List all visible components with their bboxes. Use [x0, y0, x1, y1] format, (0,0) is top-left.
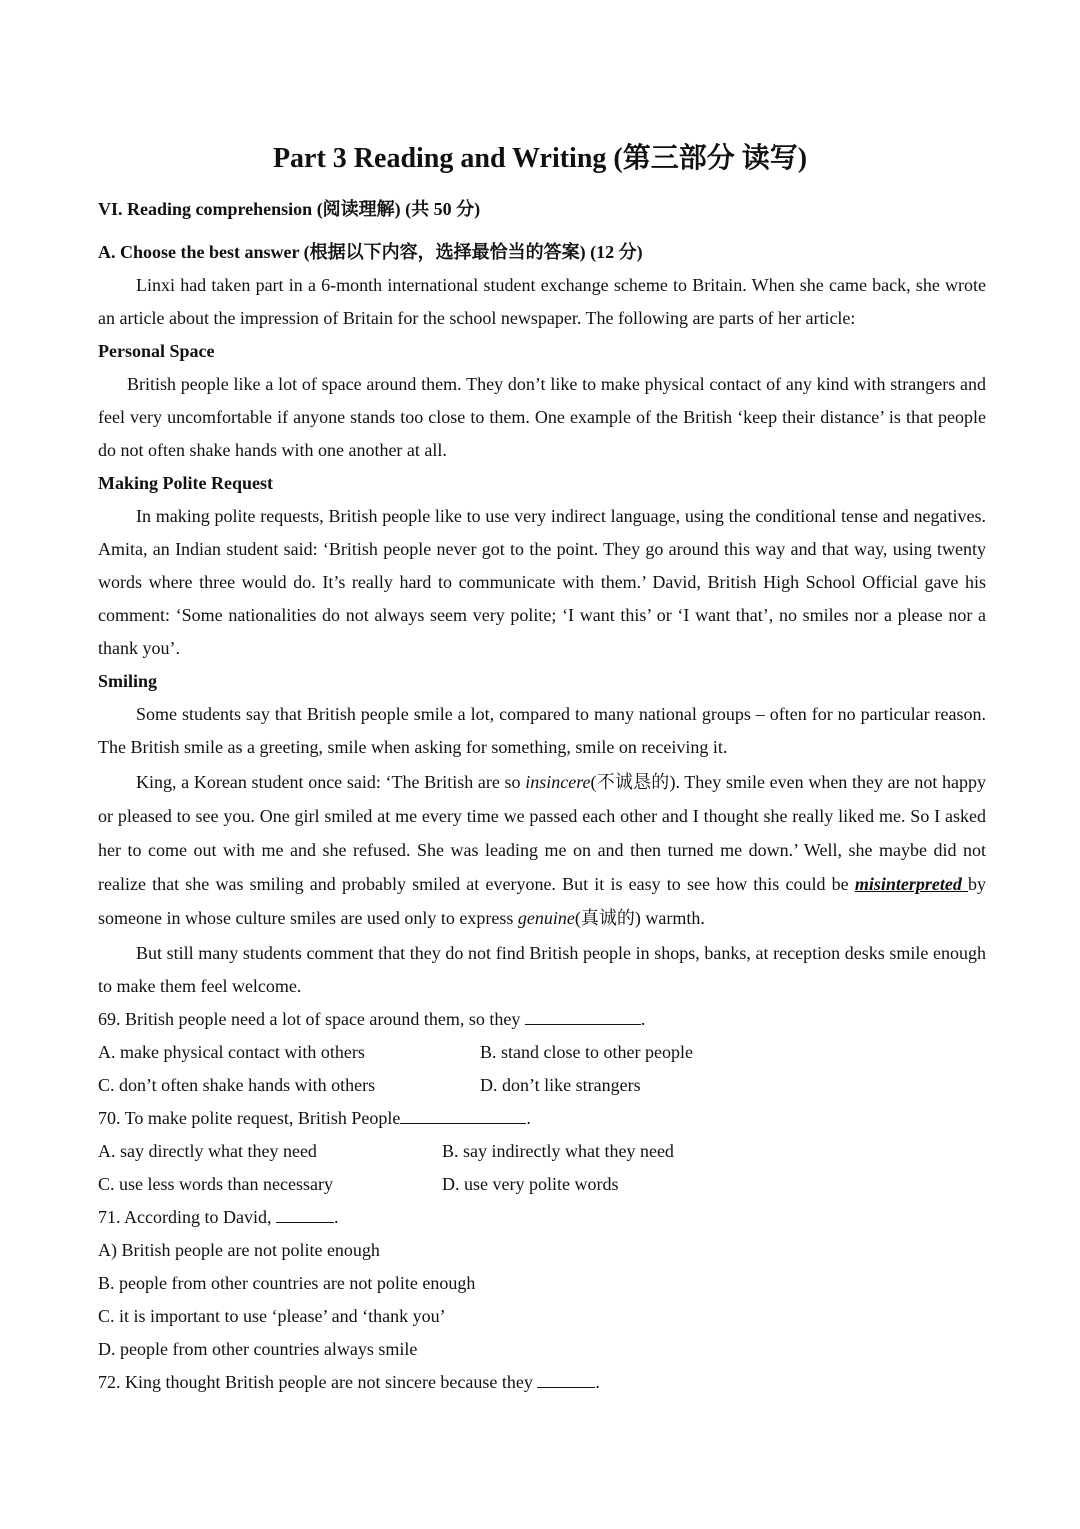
q71-stem: 71. According to David, [98, 1207, 272, 1227]
paragraph-polite-request: In making polite requests, British people like to use very indirect language, using the conditional tense and negatives. Amita, an Indian student said: ‘British people never got to the point. They go around this way and that way, using twenty words where three would do. It’s really hard to communicate with them.’ David, British High School Official gave his comment: ‘Some nationalities do not always seem very polite; ‘I want this’ or ‘I want that’, no smiles nor a please nor a thank you’. [98, 506, 986, 658]
q71-option-a: A) British people are not polite enough [98, 1240, 380, 1260]
question-69 [98, 1003, 986, 1036]
q72-end: . [595, 1372, 600, 1392]
q72-answer-blank [537, 1367, 595, 1388]
q69-option-a: A. make physical contact with others [98, 1042, 365, 1062]
paragraph-smiling-2 [98, 765, 986, 935]
smile2-text-d: (真诚的) warmth. [574, 908, 705, 928]
q70-option-d: D. use very polite words [442, 1174, 619, 1194]
q70-answer-blank [400, 1103, 526, 1124]
q69-end: . [640, 1009, 646, 1029]
word-misinterpreted: misinterpreted [854, 874, 969, 894]
q70-option-b: B. say indirectly what they need [442, 1141, 674, 1161]
page-title: Part 3 Reading and Writing (第三部分 读写) [272, 143, 808, 174]
smile2-text-b: (不诚恳的). They smile even when they are not happy or pleased to see you. One girl smiled at me every time we passed each other and I thought she really liked me. So I asked her to come out with me and she refused. She was leading me on and then turned me down.’ Well, she maybe did not realize that she was smiling and probably smiled at everyone. But it is easy to see how this could be [98, 772, 986, 894]
q69-option-b: B. stand close to other people [480, 1042, 693, 1062]
question-71 [98, 1201, 986, 1234]
q71-option-b: B. people from other countries are not polite enough [98, 1273, 476, 1293]
paragraph-smiling-1: Some students say that British people smile a lot, compared to many national groups – often for no particular reason. The British smile as a greeting, smile when asking for something, smile on receiving it. [98, 704, 986, 757]
q71-option-c: C. it is important to use ‘please’ and ‘thank you’ [98, 1306, 446, 1326]
q69-stem: 69. British people need a lot of space around them, so they [98, 1009, 521, 1029]
paragraph-personal-space: British people like a lot of space around them. They don’t like to make physical contact of any kind with strangers and feel very uncomfortable if anyone stands too close to them. One example of the British ‘keep their distance’ is that people do not often shake hands with one another at all. [98, 374, 986, 460]
q71-end: . [333, 1207, 339, 1227]
q70-end: . [526, 1108, 531, 1128]
q70-stem: 70. To make polite request, British People [98, 1108, 401, 1128]
paragraph-smiling-3: But still many students comment that they do not find British people in shops, banks, at reception desks smile enough to make them feel welcome. [98, 943, 986, 996]
q69-option-d: D. don’t like strangers [480, 1075, 641, 1095]
word-genuine: genuine [517, 908, 575, 928]
q71-answer-blank [276, 1202, 334, 1223]
section-heading: VI. Reading comprehension (阅读理解) (共 50 分) [98, 199, 481, 219]
q71-option-d: D. people from other countries always smile [98, 1339, 418, 1359]
question-72 [98, 1366, 986, 1399]
question-70 [98, 1102, 986, 1135]
subsection-heading: A. Choose the best answer (根据以下内容，选择最恰当的答案) (12 分) [98, 242, 643, 262]
heading-personal-space: Personal Space [98, 341, 215, 361]
smile2-text-c: by someone in whose culture smiles are used only to express [98, 874, 987, 928]
q70-option-a: A. say directly what they need [98, 1141, 317, 1161]
intro-paragraph: Linxi had taken part in a 6-month international student exchange scheme to Britain. When she came back, she wrote an article about the impression of Britain for the school newspaper. The following are parts of her article: [98, 275, 986, 328]
q69-option-c: C. don’t often shake hands with others [98, 1075, 376, 1095]
heading-polite-request: Making Polite Request [98, 473, 273, 493]
heading-smiling: Smiling [98, 671, 158, 691]
q70-option-c: C. use less words than necessary [98, 1174, 333, 1194]
q72-stem: 72. King thought British people are not sincere because they [98, 1372, 533, 1392]
smile2-text-a: King, a Korean student once said: ‘The British are so [136, 772, 526, 792]
q69-answer-blank [525, 1004, 641, 1025]
word-insincere: insincere [525, 772, 591, 792]
